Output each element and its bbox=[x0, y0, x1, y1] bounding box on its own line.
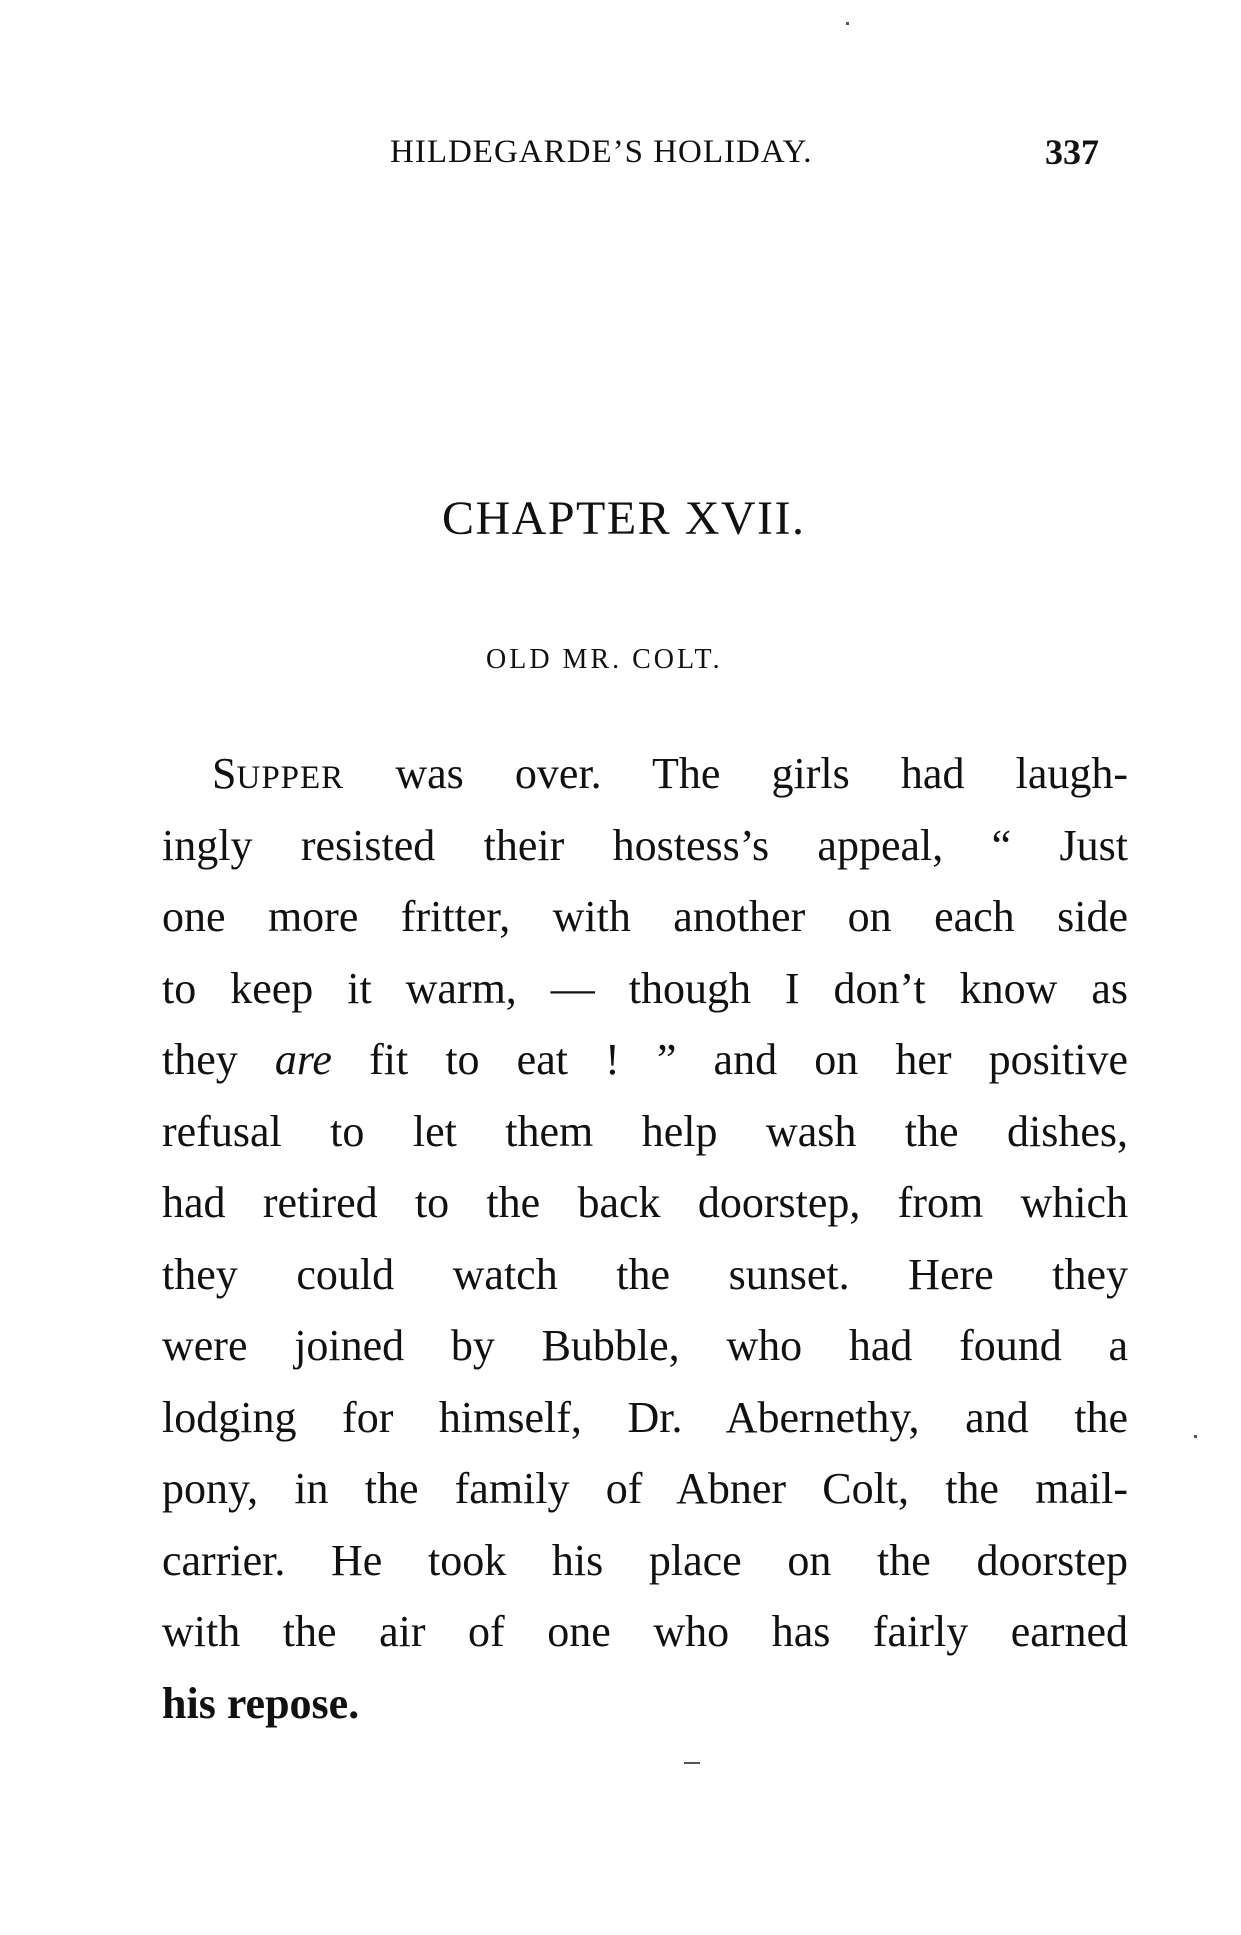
text-line-5 bbox=[162, 1024, 1128, 1096]
text-run: UPPER bbox=[236, 760, 345, 796]
text-run: was over. The girls had laugh- bbox=[344, 749, 1128, 798]
text-line-6 bbox=[162, 1096, 1128, 1168]
text-run: lodging for himself, Dr. Abernethy, and the bbox=[162, 1392, 1128, 1442]
text-run: they bbox=[162, 1035, 275, 1084]
text-run: were joined by Bubble, who had found a bbox=[162, 1321, 1128, 1370]
text-run: pony, in the family of Abner Colt, the mail- bbox=[162, 1464, 1128, 1513]
text-line-2 bbox=[162, 810, 1128, 882]
text-run: to keep it warm, — though I don’t know as bbox=[162, 963, 1128, 1013]
scan-speck bbox=[1194, 1435, 1197, 1438]
text-run: fit to eat ! ” and on her positive bbox=[331, 1035, 1129, 1084]
text-run: they could watch the sunset. Here they bbox=[162, 1249, 1128, 1299]
text-line-12 bbox=[162, 1525, 1128, 1597]
text-run: had retired to the back doorstep, from which bbox=[162, 1178, 1128, 1227]
text-line-8 bbox=[162, 1239, 1128, 1311]
text-run: with the air of one who has fairly earned bbox=[162, 1607, 1128, 1656]
body-paragraph bbox=[162, 738, 1128, 1739]
text-run: carrier. He took his place on the doorstep bbox=[162, 1535, 1128, 1585]
text-run: S bbox=[212, 749, 237, 798]
scan-speck bbox=[846, 22, 849, 25]
chapter-title: CHAPTER XVII. bbox=[442, 492, 806, 545]
text-line-10 bbox=[162, 1382, 1128, 1454]
text-line-11 bbox=[162, 1453, 1128, 1525]
text-line-1 bbox=[162, 738, 1128, 810]
text-run: one more fritter, with another on each side bbox=[162, 892, 1128, 941]
text-run: refusal to let them help wash the dishes, bbox=[162, 1106, 1128, 1156]
text-line-13 bbox=[162, 1596, 1128, 1668]
text-line-3 bbox=[162, 881, 1128, 953]
scan-speck bbox=[684, 1762, 700, 1764]
text-run: are bbox=[274, 1035, 332, 1084]
text-line-9 bbox=[162, 1310, 1128, 1382]
running-head-title: HILDEGARDE’S HOLIDAY. bbox=[390, 134, 813, 170]
text-run: his repose. bbox=[162, 1678, 360, 1728]
text-line-14 bbox=[162, 1668, 1128, 1740]
text-run: ingly resisted their hostess’s appeal, “ Just bbox=[162, 820, 1128, 870]
text-line-4 bbox=[162, 953, 1128, 1025]
text-line-7 bbox=[162, 1167, 1128, 1239]
page-number: 337 bbox=[1045, 132, 1099, 172]
chapter-subtitle: OLD MR. COLT. bbox=[486, 644, 723, 675]
